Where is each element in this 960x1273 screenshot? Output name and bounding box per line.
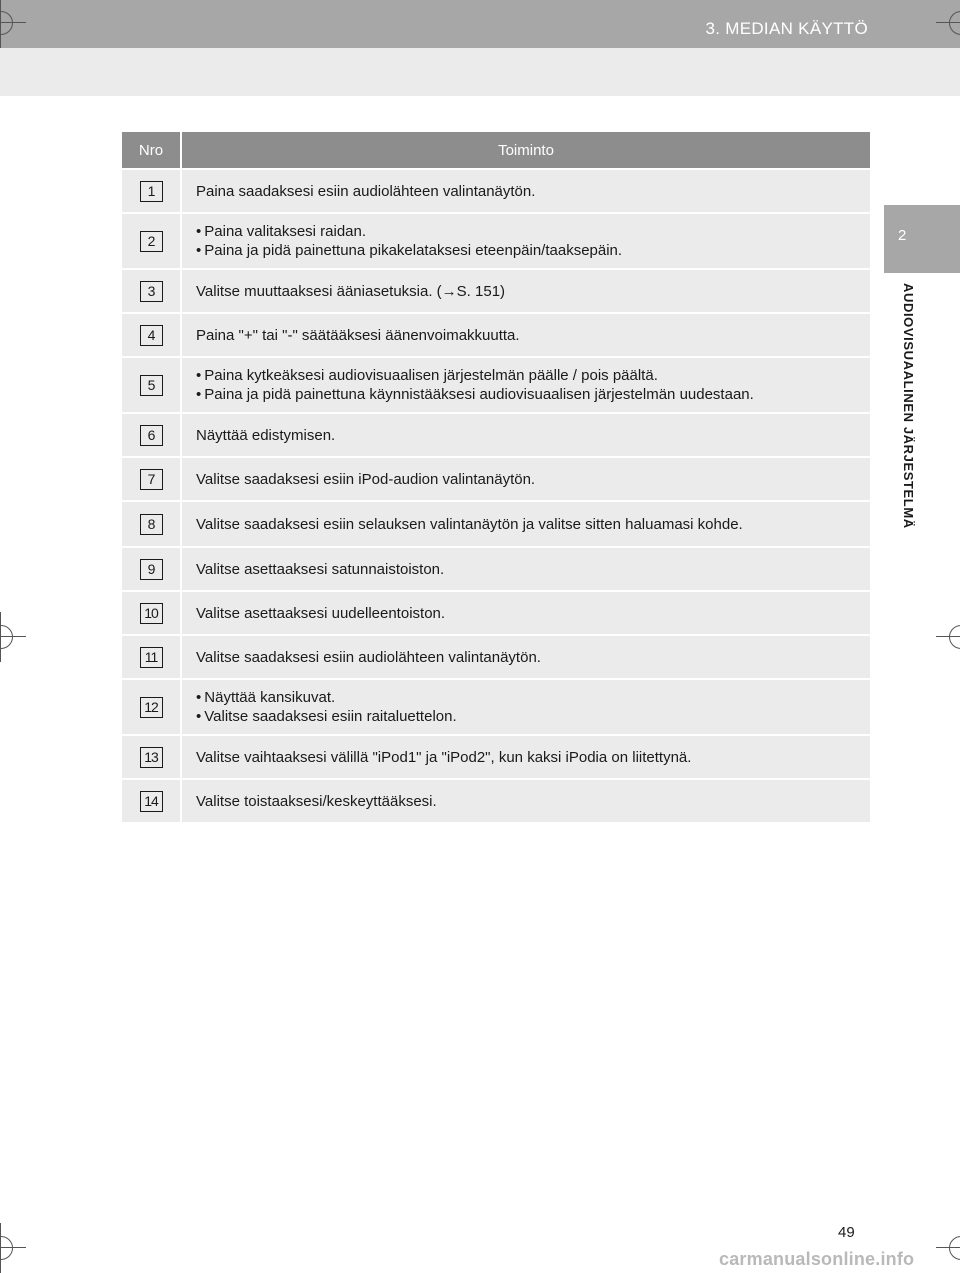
- table-row: [122, 412, 870, 456]
- section-title: 3. MEDIAN KÄYTTÖ: [705, 19, 868, 38]
- row-function-cell: [182, 456, 870, 500]
- row-function-cell: [182, 546, 870, 590]
- bullet-item: • Paina ja pidä painettuna pikakelataksesi eteenpäin/taaksepäin.: [196, 241, 860, 260]
- bullet-item: • Paina ja pidä painettuna käynnistääksesi audiovisuaalisen järjestelmän uudestaan.: [196, 385, 860, 404]
- registration-mark-icon: [0, 625, 13, 649]
- table-row: [122, 546, 870, 590]
- page-number: 49: [838, 1224, 855, 1241]
- function-text: Paina saadaksesi esiin audiolähteen valintanäytön.: [196, 182, 536, 200]
- function-text: Valitse vaihtaaksesi välillä "iPod1" ja "iPod2", kun kaksi iPodia on liitettynä.: [196, 748, 692, 766]
- callout-number: 3: [140, 281, 163, 302]
- table-row: [122, 356, 870, 412]
- row-number-cell: [122, 546, 182, 590]
- row-function-cell: [182, 268, 870, 312]
- row-number-cell: [122, 456, 182, 500]
- function-text: Valitse saadaksesi esiin iPod-audion valintanäytön.: [196, 470, 536, 488]
- callout-number: 11: [140, 647, 163, 668]
- callout-number: 6: [140, 425, 163, 446]
- row-number-cell: [122, 678, 182, 734]
- callout-number: 5: [140, 375, 163, 396]
- table-row: [122, 778, 870, 822]
- row-number-cell: [122, 634, 182, 678]
- row-number-cell: [122, 734, 182, 778]
- row-number-cell: [122, 500, 182, 546]
- table-row: [122, 268, 870, 312]
- table-row: [122, 312, 870, 356]
- header-subbar: [0, 48, 960, 96]
- function-text: Valitse saadaksesi esiin selauksen valintanäytön ja valitse sitten haluamasi kohde.: [196, 515, 743, 533]
- row-number-cell: [122, 168, 182, 212]
- row-function-cell: [182, 734, 870, 778]
- watermark: carmanualsonline.info: [719, 1249, 915, 1269]
- row-number-cell: [122, 778, 182, 822]
- table-row: [122, 734, 870, 778]
- row-function-cell: [182, 634, 870, 678]
- table-row: [122, 678, 870, 734]
- row-function-cell: [182, 356, 870, 412]
- table-row: [122, 634, 870, 678]
- registration-mark-icon: [949, 625, 960, 649]
- column-header-function: Toiminto: [182, 132, 870, 168]
- row-function-cell: [182, 500, 870, 546]
- bullet-item: • Paina valitaksesi raidan.: [196, 222, 860, 241]
- row-function-cell: [182, 168, 870, 212]
- callout-number: 14: [140, 791, 163, 812]
- table-body: [122, 168, 870, 822]
- callout-number: 4: [140, 325, 163, 346]
- function-table: [122, 132, 870, 822]
- callout-number: 7: [140, 469, 163, 490]
- bullet-item: • Valitse saadaksesi esiin raitaluettelon.: [196, 707, 860, 726]
- bullet-item: • Näyttää kansikuvat.: [196, 688, 860, 707]
- chapter-tab: [884, 205, 960, 273]
- function-text: Valitse saadaksesi esiin audiolähteen valintanäytön.: [196, 648, 541, 666]
- function-text: Paina "+" tai "-" säätääksesi äänenvoimakkuutta.: [196, 326, 520, 344]
- row-function-cell: [182, 312, 870, 356]
- registration-mark-icon: [949, 1236, 960, 1260]
- column-header-number: Nro: [122, 132, 182, 168]
- callout-number: 10: [140, 603, 163, 624]
- table-row: [122, 168, 870, 212]
- callout-number: 12: [140, 697, 163, 718]
- row-number-cell: [122, 312, 182, 356]
- function-text: Valitse toistaaksesi/keskeyttääksesi.: [196, 792, 437, 810]
- callout-number: 13: [140, 747, 163, 768]
- row-number-cell: [122, 268, 182, 312]
- row-number-cell: [122, 356, 182, 412]
- table-row: [122, 500, 870, 546]
- row-number-cell: [122, 412, 182, 456]
- row-function-cell: [182, 590, 870, 634]
- row-number-cell: [122, 212, 182, 268]
- table-header-row: [122, 132, 870, 168]
- callout-number: 2: [140, 231, 163, 252]
- row-number-cell: [122, 590, 182, 634]
- registration-mark-icon: [0, 1236, 13, 1260]
- table-row: [122, 590, 870, 634]
- callout-number: 9: [140, 559, 163, 580]
- table-row: [122, 456, 870, 500]
- function-text: Valitse asettaaksesi uudelleentoiston.: [196, 604, 446, 622]
- function-text: Valitse asettaaksesi satunnaistoiston.: [196, 560, 445, 578]
- row-function-cell: [182, 778, 870, 822]
- function-text: Valitse muuttaaksesi ääniasetuksia. (→S. 151): [196, 282, 506, 300]
- row-function-cell: [182, 678, 870, 734]
- row-function-cell: [182, 412, 870, 456]
- header-bar: [0, 0, 960, 48]
- function-text: Näyttää edistymisen.: [196, 426, 336, 444]
- row-function-cell: [182, 212, 870, 268]
- chapter-label: AUDIOVISUAALINEN JÄRJESTELMÄ: [901, 283, 916, 529]
- chapter-number: 2: [898, 227, 907, 244]
- table-row: [122, 212, 870, 268]
- callout-number: 1: [140, 181, 163, 202]
- callout-number: 8: [140, 514, 163, 535]
- bullet-item: • Paina kytkeäksesi audiovisuaalisen järjestelmän päälle / pois päältä.: [196, 366, 860, 385]
